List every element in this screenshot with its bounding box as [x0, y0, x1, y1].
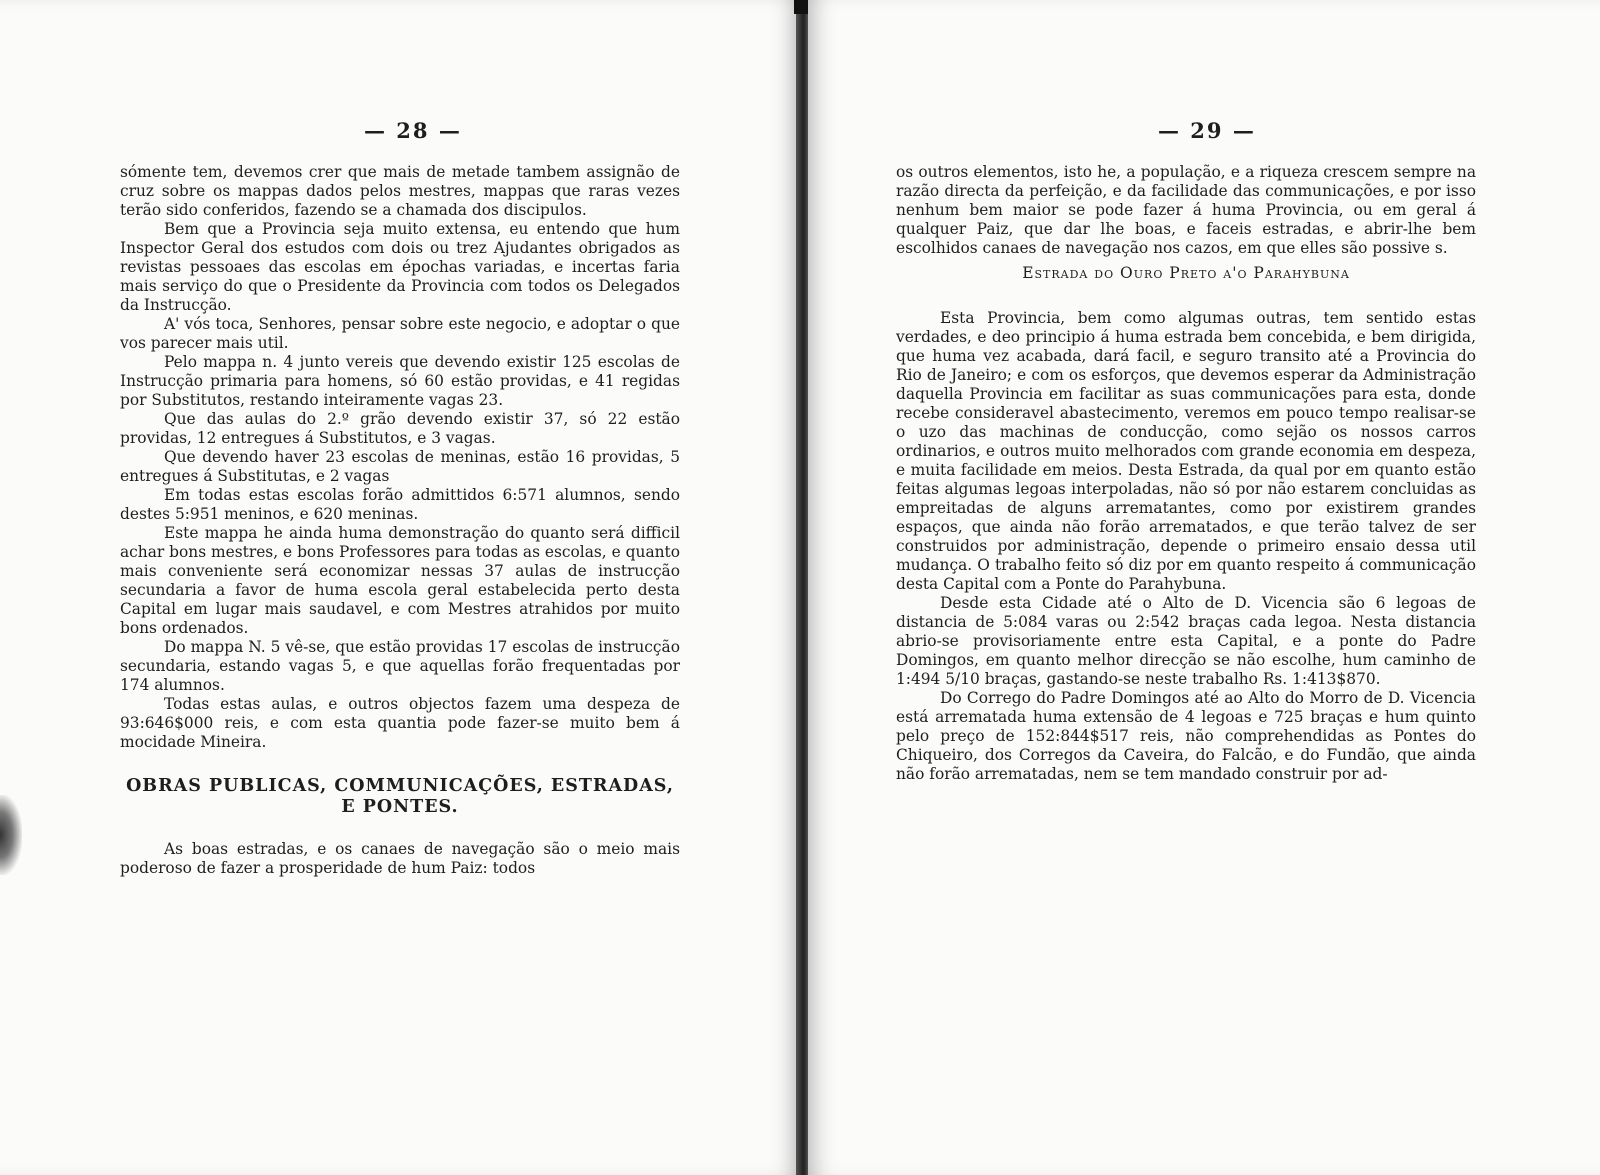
- left-paragraph: Que das aulas do 2.º grão devendo existir 37, só 22 estão providas, 12 entregues á Substitutos, e 3 vagas.: [120, 410, 680, 447]
- right-page-number: — 29 —: [1158, 118, 1256, 143]
- left-paragraph: Todas estas aulas, e outros objectos fazem uma despeza de 93:646$000 reis, e com esta quantia pode fazer-se muito bem á mocidade Mineira.: [120, 695, 680, 751]
- right-paragraph: Desde esta Cidade até o Alto de D. Vicencia são 6 legoas de distancia de 5:084 varas ou 2:542 braças cada legoa. Nesta distancia abrio-se provisoriamente entre esta Capital, e a ponte do Padre Domingos, em quanto melhor direcção se não escolhe, hum caminho de 1:494 5/10 braças, gastando-se neste trabalho Rs. 1:413$870.: [896, 594, 1476, 688]
- section-heading: OBRAS PUBLICAS, COMMUNICAÇÕES, ESTRADAS, E PONTES.: [126, 776, 674, 817]
- right-paragraph: Do Corrego do Padre Domingos até ao Alto do Morro de D. Vicencia está arrematada huma extensão de 4 legoas e 725 braças e hum quinto pelo preço de 152:844$517 reis, não comprehendidas as Pontes do Chiqueiro, dos Corregos da Caveira, do Falcão, e do Fundão, que ainda não forão arrematadas, nem se tem mandado construir por ad-: [896, 689, 1476, 783]
- left-paragraph: Em todas estas escolas forão admittidos 6:571 alumnos, sendo destes 5:951 meninos, e 620 meninas.: [120, 486, 680, 523]
- right-opening-paragraph: os outros elementos, isto he, a população, e a riqueza crescem sempre na razão directa da perfeição, e da facilidade das communicações, e por isso nenhum bem maior se pode fazer á huma Provincia, ou em geral á qualquer Paiz, que dar lhe boas, e faceis estradas, e abrir-lhe bem escolhidos canaes de navegação nos cazos, em que elles são possive s.: [896, 163, 1476, 257]
- left-paragraph: sómente tem, devemos crer que mais de metade tambem assignão de cruz sobre os mappas dados pelos mestres, mappas que raras vezes terão sido conferidos, fazendo se a chamada dos discipulos.: [120, 163, 680, 219]
- left-paragraph: Bem que a Provincia seja muito extensa, eu entendo que hum Inspector Geral dos estudos com dois ou trez Ajudantes obrigados as revistas pessoaes das escolas em épochas variadas, e incertas faria mais serviço do que o Presidente da Provincia com todos os Delegados da Instrucção.: [120, 220, 680, 314]
- page-edge-stain: [0, 795, 22, 875]
- left-paragraph: Do mappa N. 5 vê-se, que estão providas 17 escolas de instrucção secundaria, estando vagas 5, e que aquellas forão frequentadas por 174 alumnos.: [120, 638, 680, 694]
- left-paragraph: Este mappa he ainda huma demonstração do quanto será difficil achar bons mestres, e bons Professores para todas as escolas, e quanto mais conveniente será economizar nessas 37 aulas de instrucção secundaria a favor de huma escola geral estabelecida perto desta Capital em lugar mais saudavel, e com Mestres atrahidos por muito bons ordenados.: [120, 524, 680, 637]
- left-closing-paragraph: As boas estradas, e os canaes de navegação são o meio mais poderoso de fazer a prosperidade de hum Paiz: todos: [120, 840, 680, 877]
- left-paragraph: A' vós toca, Senhores, pensar sobre este negocio, e adoptar o que vos parecer mais util.: [120, 315, 680, 352]
- right-paragraph: Esta Provincia, bem como algumas outras, tem sentido estas verdades, e deo principio á huma estrada bem concebida, e bem dirigida, que huma vez acabada, dará facil, e seguro transito até a Provincia do Rio de Janeiro; e com os esforços, que devemos esperar da Administração daquella Provincia em facilitar as suas communicações para esta, donde recebe consideravel abastecimento, veremos em pouco tempo realisar-se o uzo das machinas de conducção, como sejão os nossos carros ordinarios, e outros muito melhorados com grande economia em despeza, e muita facilidade em meios. Desta Estrada, da qual por em quanto estão feitas algumas legoas interpoladas, não só por não estarem concluidas as empreitadas de alguns arrematantes, como por existirem grandes espaços, que ainda não forão arrematados, e que terão talvez de ser construidos por administração, depende o primeiro ensaio dessa util mudança. O trabalho feito só diz por em quanto respeito á communicação desta Capital com a Ponte do Parahybuna.: [896, 309, 1476, 593]
- left-paragraph: Que devendo haver 23 escolas de meninas, estão 16 providas, 5 entregues á Substitutas, e 2 vagas: [120, 448, 680, 485]
- left-paragraph: Pelo mappa n. 4 junto vereis que devendo existir 125 escolas de Instrucção primaria para homens, só 60 estão providas, e 41 regidas por Substitutos, restando inteiramente vagas 23.: [120, 353, 680, 409]
- section-subheading: Estrada do Ouro Preto a'o Parahybuna: [1022, 264, 1350, 282]
- left-page-number: — 28 —: [364, 118, 462, 143]
- left-page-text: [120, 163, 680, 878]
- right-page-text: [896, 163, 1476, 784]
- right-page: [808, 0, 1600, 1175]
